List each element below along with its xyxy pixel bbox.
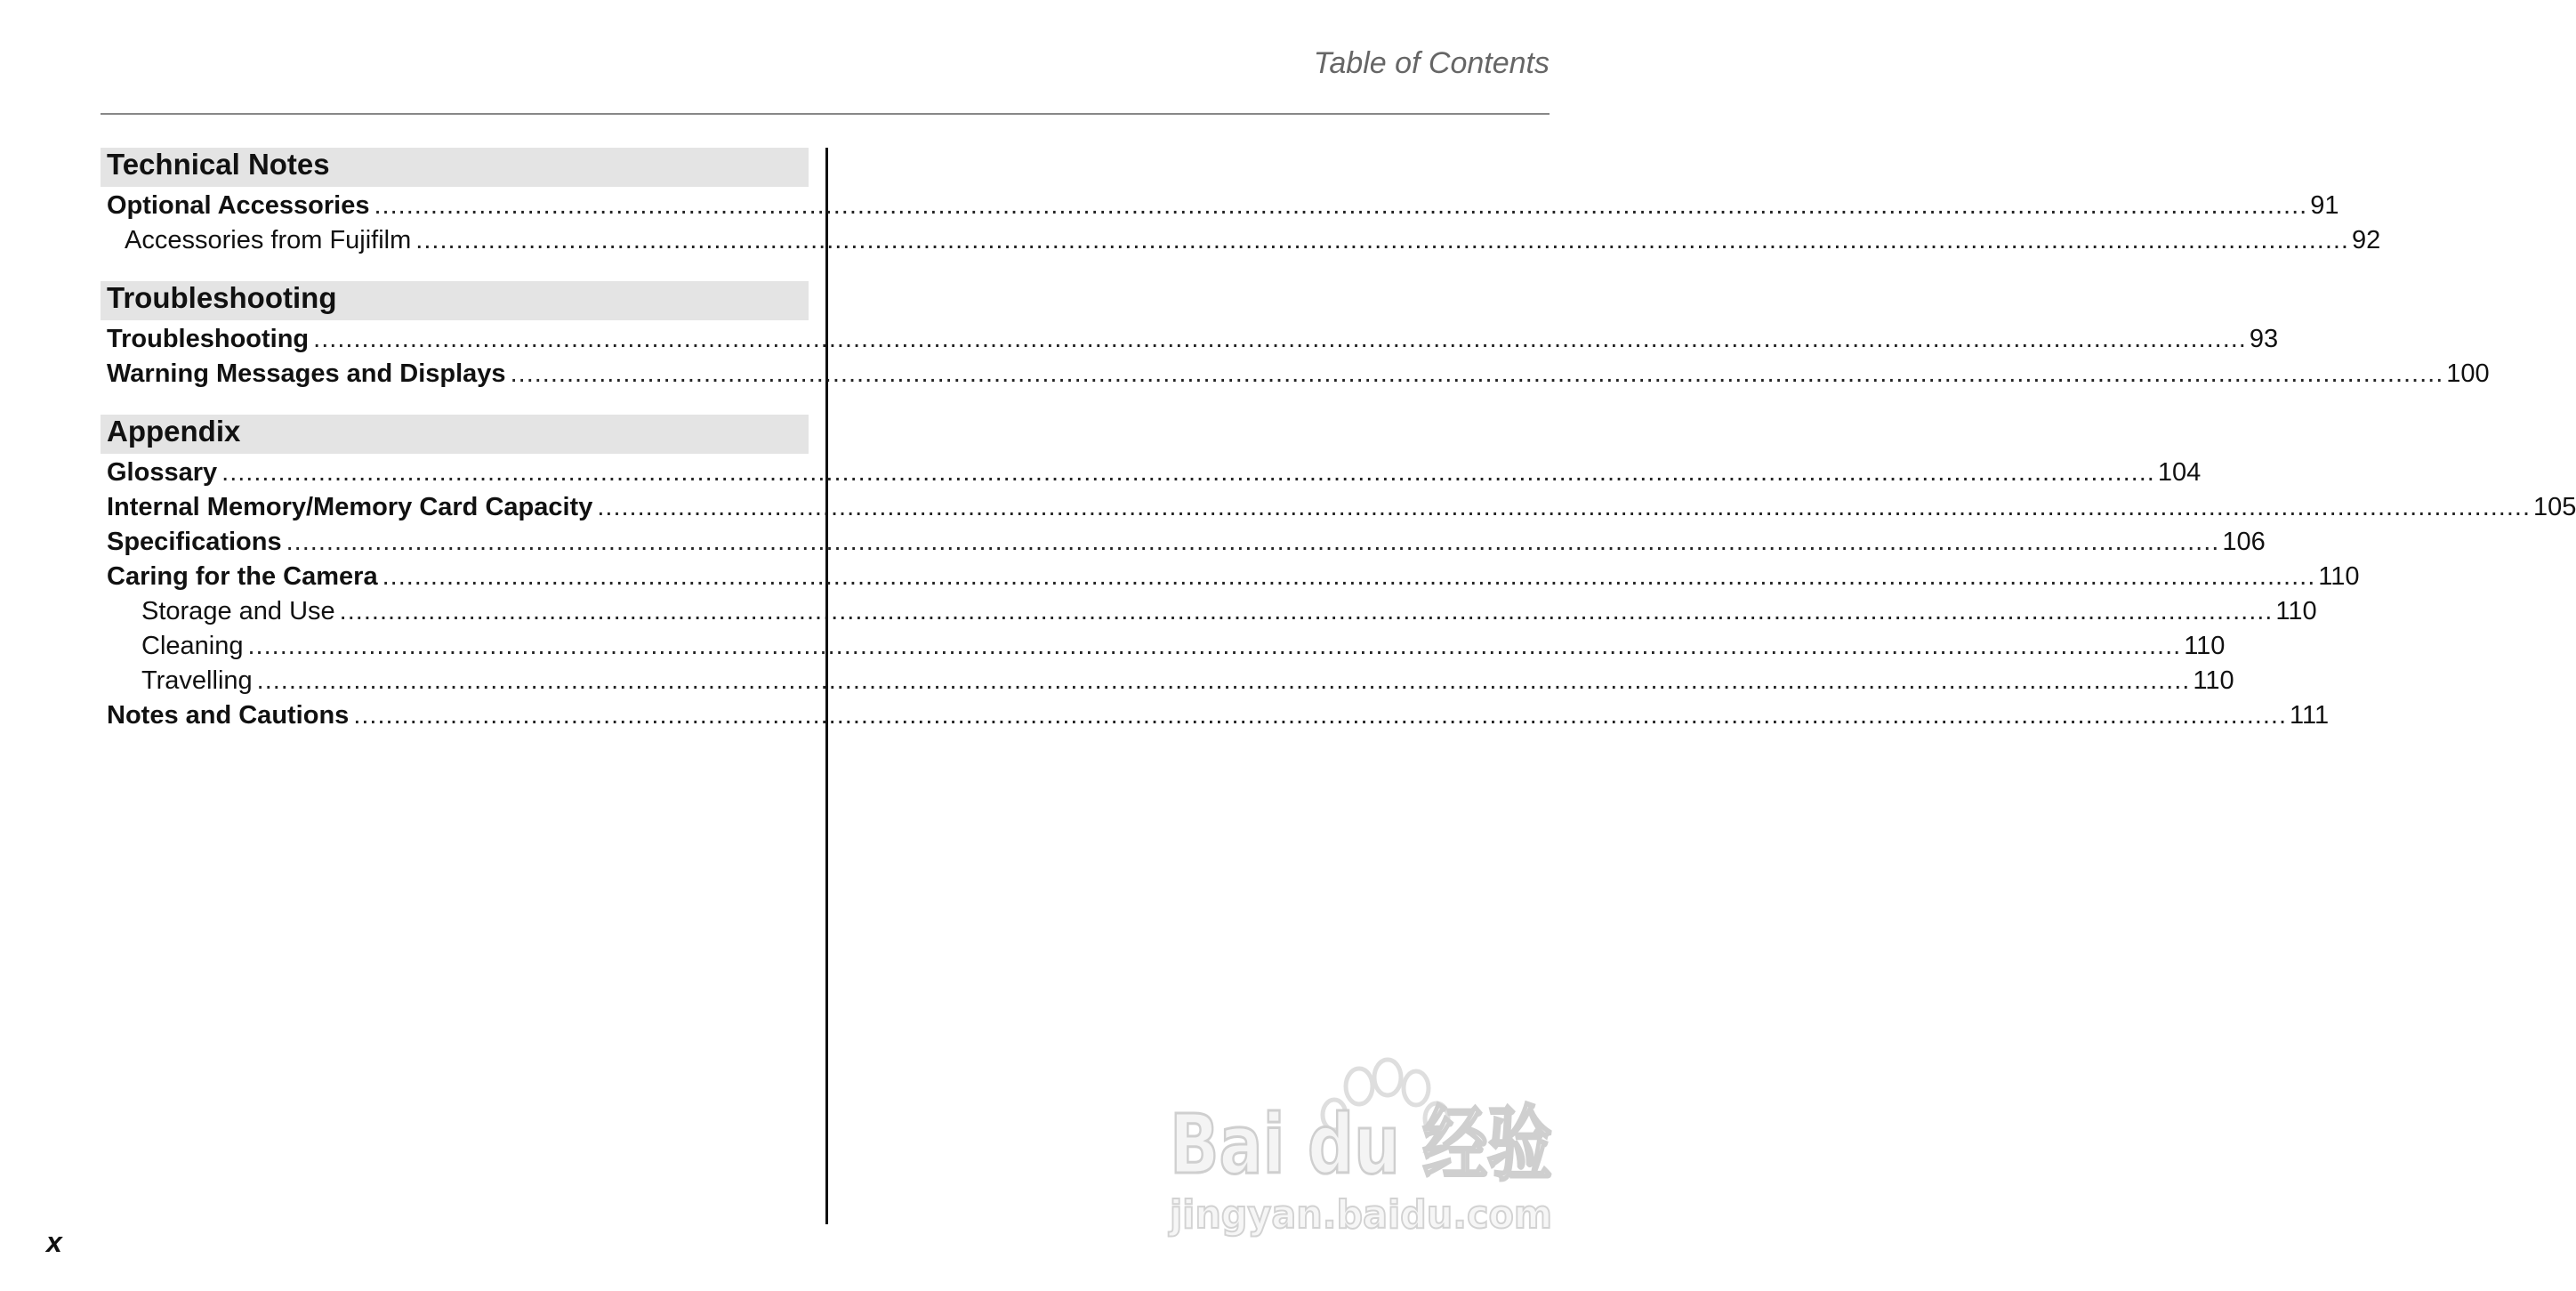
column-divider [825,148,828,1224]
table-of-contents [101,148,2576,756]
toc-entry-title: Notes and Cautions [107,701,350,730]
dot-leader [313,322,2247,357]
watermark-brand: Bai du 经验 [1170,1097,1552,1192]
toc-entry[interactable]: Notes and Cautions ..... 111 [101,698,809,733]
toc-entry[interactable]: Storage and Use ..... 110 [101,594,809,629]
toc-section-appendix [101,415,2576,733]
header-rule [101,113,1550,115]
section-heading: Troubleshooting [101,281,809,320]
toc-entry-title: Cleaning [141,632,244,660]
toc-entry[interactable]: Warning Messages and Displays ..... 100 [101,357,809,391]
toc-entry[interactable]: Troubleshooting ..... 93 [101,322,809,357]
toc-entry[interactable]: Internal Memory/Memory Card Capacity ..... 105 [101,490,809,525]
toc-entry-title: Warning Messages and Displays [107,359,506,388]
toc-entry-title: Caring for the Camera [107,562,378,591]
toc-entry-title: Specifications [107,528,282,556]
toc-section-technical-notes [101,148,2381,258]
toc-entry[interactable]: Cleaning ..... 110 [101,629,809,664]
toc-entry-title: Optional Accessories [107,191,370,220]
page-number: x [46,1226,62,1258]
watermark-url: jingyan.baidu.com [1168,1192,1552,1238]
dot-leader [247,629,2181,664]
toc-entry-title: Glossary [107,458,218,487]
dot-leader [257,664,2191,698]
toc-entry[interactable]: Accessories from Fujifilm ..... 92 [101,223,809,258]
dot-leader [221,456,2155,490]
dot-leader [374,189,2307,223]
toc-entry-title: Troubleshooting [107,325,310,353]
toc-entry[interactable]: Specifications ..... 106 [101,525,809,560]
dot-leader [415,223,2349,258]
dot-leader [382,560,2316,594]
toc-entry[interactable]: Glossary ..... 104 [101,456,809,490]
toc-entry[interactable]: Travelling ..... 110 [101,664,809,698]
toc-entry-title: Internal Memory/Memory Card Capacity [107,493,593,521]
toc-entry[interactable]: Caring for the Camera ..... 110 [101,560,809,594]
dot-leader [340,594,2274,629]
section-heading: Appendix [101,415,809,454]
dot-leader [597,490,2531,525]
dot-leader [353,698,2287,733]
toc-entry-title: Accessories from Fujifilm [125,226,412,254]
dot-leader [286,525,2220,560]
section-heading: Technical Notes [101,148,809,187]
dot-leader [511,357,2444,391]
running-title: Table of Contents [1313,46,1550,80]
baidu-jingyan-watermark [1170,1054,1561,1241]
toc-entry-title: Storage and Use [141,597,335,625]
toc-entry-title: Travelling [141,666,253,695]
toc-section-troubleshooting [101,281,2490,391]
toc-entry[interactable]: Optional Accessories ..... 91 [101,189,809,223]
